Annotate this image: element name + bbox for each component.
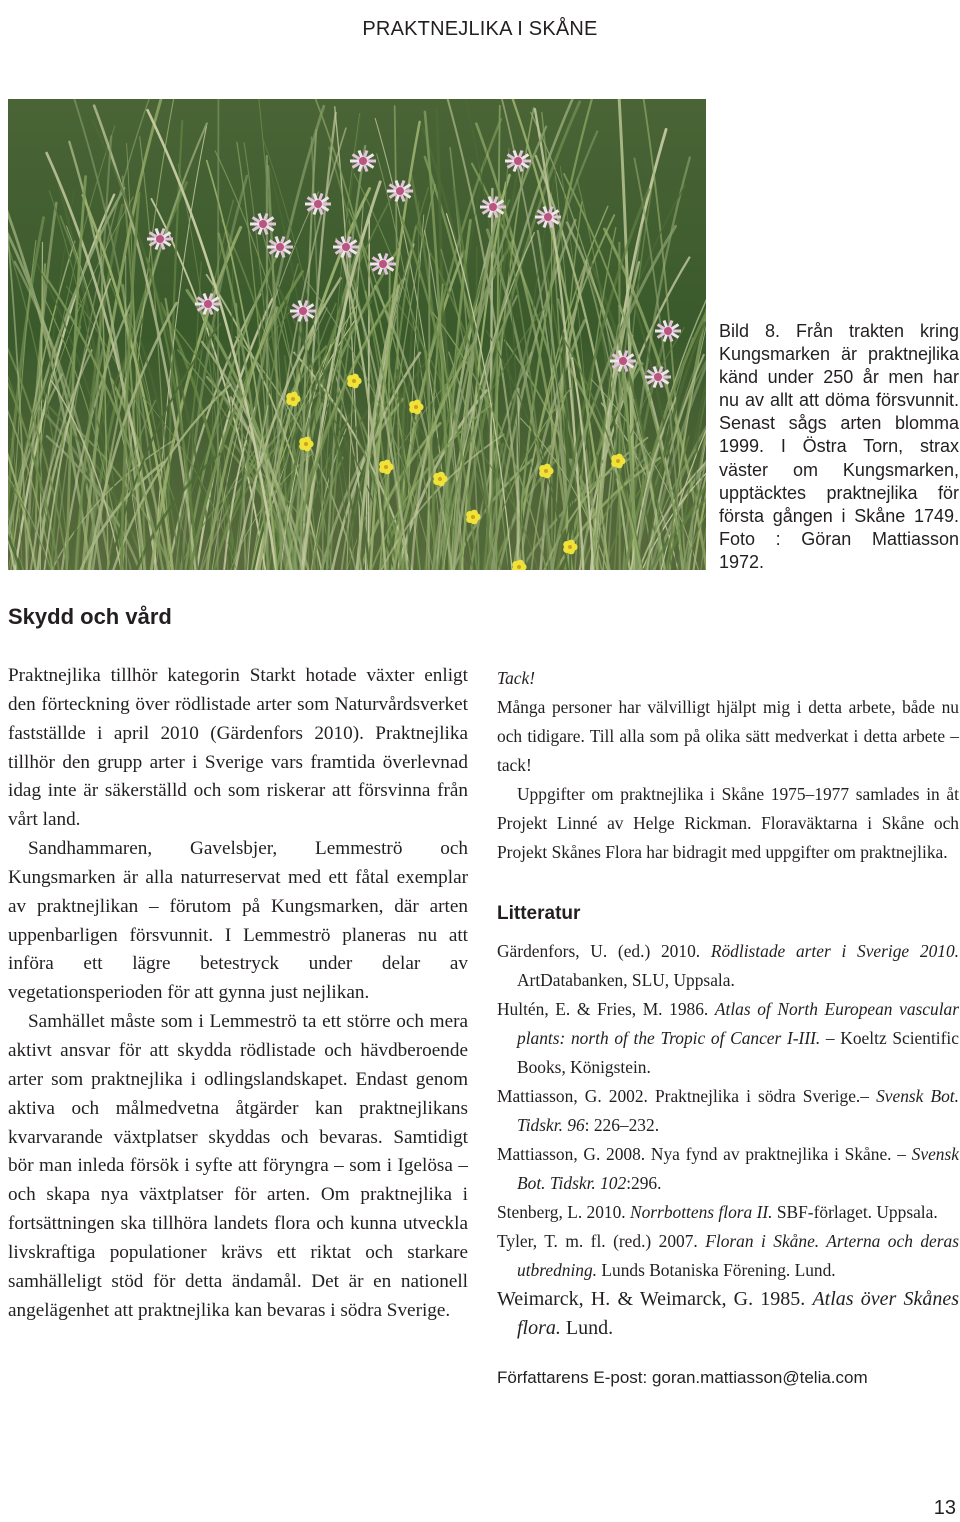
page-number: 13 [933, 1497, 956, 1519]
thanks-heading: Tack! [497, 668, 535, 688]
paragraph: Samhället måste som i Lemmeströ ta ett större och mera aktivt ansvar för att skydda rödlistade och hävdberoende arter som praktnejlika i odlingslandskapet. Endast genom aktiva och målmedvetna åtgärder kan praktnejlikans kvarvarande växtplatser skyddas och bevaras. Samtidigt bör man inleda försök i syfte att föryngra – som i Igelösa – och skapa nya växtplatser för arten. Om praktnejlika i fortsättningen ska tillhöra landets flora och kunna utveckla livskraftiga populationer krävs ett riktat och starkare samhälleligt stöd för detta ändamål. Det är en nationell angelägenhet att praktnejlika kan bevaras i södra Sverige. [8, 1011, 468, 1321]
grass-flowers-illustration [8, 99, 706, 570]
body-left-column [8, 662, 468, 1325]
photo-caption: Bild 8. Från trakten kring Kungsmarken är praktnejlika känd under 250 år men har nu av allt att döma försvunnit. Senast sågs arten blomma 1999. I Östra Torn, strax väster om Kungsmarken, upptäcktes praktnejlika för första gången i Skåne 1749. Foto : Göran Mattiasson 1972. [719, 321, 959, 572]
literature-heading: Litteratur [497, 903, 581, 924]
author-email: Författarens E-post: goran.mattiasson@telia.com [497, 1368, 868, 1387]
body-right-column [497, 664, 959, 1392]
paragraph: Praktnejlika tillhör kategorin Starkt hotade växter enligt den förteckning över rödlistade arter som Naturvårdsverket fastställde i april 2010 (Gärdenfors 2010). Praktnejlika tillhör den grupp arter i Sverige vars framtida överlevnad idag inte är säkerställd och som riskerar att försvinna från vårt land. [8, 665, 468, 831]
photo-praktnejlika [8, 99, 706, 570]
reference-item: Hultén, E. & Fries, M. 1986. Atlas of North European vascular plants: north of the Tropic of Cancer I-III. – Koeltz Scientific Books, Königstein. [497, 999, 959, 1077]
paragraph: Uppgifter om praktnejlika i Skåne 1975–1977 samlades in åt Projekt Linné av Helge Rickman. Floraväktarna i Skåne och Projekt Skånes Flora har bidragit med uppgifter om praktnejlika. [497, 784, 959, 862]
reference-list [497, 937, 959, 1343]
paragraph: Sandhammaren, Gavelsbjer, Lemmeströ och Kungsmarken är alla naturreservat med ett fåtal exemplar av praktnejlikan – förutom på Kungsmarken, där arten uppenbarligen försvunnit. I Lemmeströ planeras nu att införa ett lägre betestryck under delar av vegetationsperioden för att gynna just nejlikan. [8, 838, 468, 1004]
running-header: PRAKTNEJLIKA I SKÅNE [362, 18, 598, 40]
section-heading: Skydd och vård [8, 604, 172, 629]
reference-item: Tyler, T. m. fl. (red.) 2007. Floran i Skåne. Arterna och deras utbredning. Lunds Botaniska Förening. Lund. [497, 1231, 959, 1280]
reference-item: Stenberg, L. 2010. Norrbottens flora II. SBF-förlaget. Uppsala. [497, 1202, 938, 1222]
reference-item: Mattiasson, G. 2002. Praktnejlika i södra Sverige.– Svensk Bot. Tidskr. 96: 226–232. [497, 1086, 959, 1135]
reference-item: Weimarck, H. & Weimarck, G. 1985. Atlas över Skånes flora. Lund. [497, 1288, 959, 1339]
reference-item: Gärdenfors, U. (ed.) 2010. Rödlistade arter i Sverige 2010. ArtDatabanken, SLU, Uppsala. [497, 941, 960, 990]
reference-item: Mattiasson, G. 2008. Nya fynd av praktnejlika i Skåne. – Svensk Bot. Tidskr. 102:296. [497, 1144, 959, 1193]
paragraph: Många personer har välvilligt hjälpt mig i detta arbete, både nu och tidigare. Till alla som på olika sätt medverkat i detta arbete – tack! [497, 697, 959, 775]
